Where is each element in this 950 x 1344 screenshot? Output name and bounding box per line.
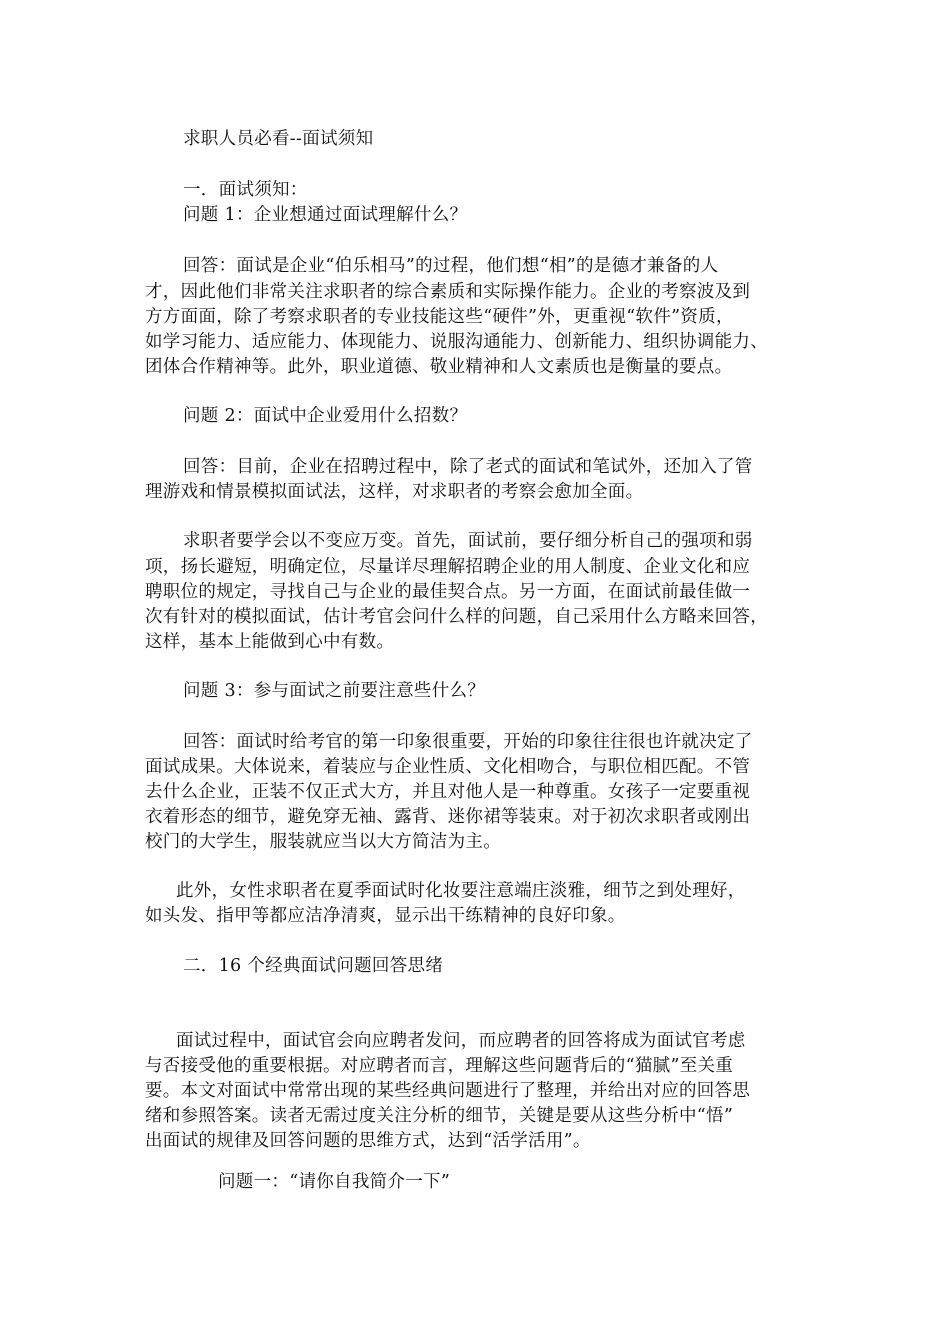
paragraph-2b-line-5: 这样，基本上能做到心中有数。 [145, 632, 395, 652]
paragraph-2b-line-2: 项，扬长避短，明确定位，尽量详尽理解招聘企业的用人制度、企业文化和应 [145, 557, 751, 577]
answer-1-line-5: 团体合作精神等。此外，职业道德、敬业精神和人文素质也是衡量的要点。 [145, 357, 733, 377]
paragraph-2b-line-3: 聘职位的规定，寻找自己与企业的最佳契合点。另一方面，在面试前最佳做一 [145, 582, 751, 602]
answer-3-line-1: 回答：面试时给考官的第一印象很重要，开始的印象往往很也许就决定了 [183, 732, 753, 752]
answer-1-line-2: 才，因此他们非常关注求职者的综合素质和实际操作能力。企业的考察波及到 [145, 282, 751, 302]
section-heading-1: 一．面试须知： [183, 180, 308, 200]
answer-3-line-3: 去什么企业，正装不仅正式大方，并且对他人是一种尊重。女孩子一定要重视 [145, 782, 751, 802]
section-heading-2: 二．16 个经典面试问题回答思绪 [183, 956, 444, 976]
answer-3-line-2: 面试成果。大体说来，着装应与企业性质、文化相吻合，与职位相匹配。不管 [145, 757, 751, 777]
question-2: 问题 2：面试中企业爱用什么招数？ [183, 406, 468, 426]
question-one-heading: 问题一：“请你自我简介一下” [218, 1172, 451, 1192]
intro-line-2: 与否接受他的重要根据。对应聘者而言，理解这些问题背后的“猫腻”至关重 [145, 1056, 734, 1076]
question-1: 问题 1：企业想通过面试理解什么？ [183, 205, 468, 225]
paragraph-3b-line-1: 此外，女性求职者在夏季面试时化妆要注意端庄淡雅，细节之到处理好， [176, 881, 746, 901]
answer-2-line-1: 回答：目前，企业在招聘过程中，除了老式的面试和笔试外，还加入了管 [183, 457, 753, 477]
intro-line-1: 面试过程中，面试官会向应聘者发问，而应聘者的回答将成为面试官考虑 [176, 1031, 746, 1051]
answer-3-line-5: 校门的大学生，服装就应当以大方简洁为主。 [145, 832, 501, 852]
answer-2-line-2: 理游戏和情景模拟面试法，这样，对求职者的考察会愈加全面。 [145, 482, 644, 502]
answer-1-line-3: 方方面面，除了考察求职者的专业技能这些“硬件”外，更重视“软件”资质， [145, 307, 734, 327]
document-title: 求职人员必看--面试须知 [183, 129, 374, 149]
intro-line-3: 要。本文对面试中常常出现的某些经典问题进行了整理，并给出对应的回答思 [145, 1081, 751, 1101]
paragraph-3b-line-2: 如头发、指甲等都应洁净清爽，显示出干练精神的良好印象。 [145, 906, 626, 926]
intro-line-4: 绪和参照答案。读者无需过度关注分析的细节，关键是要从这些分析中“悟” [145, 1106, 734, 1126]
question-3: 问题 3：参与面试之前要注意些什么？ [183, 681, 486, 701]
answer-3-line-4: 衣着形态的细节，避免穿无袖、露背、迷你裙等装束。对于初次求职者或刚出 [145, 807, 751, 827]
answer-1-line-4: 如学习能力、适应能力、体现能力、说服沟通能力、创新能力、组织协调能力、 [145, 332, 768, 352]
intro-line-5: 出面试的规律及回答问题的思维方式，达到“活学活用”。 [145, 1131, 591, 1151]
paragraph-2b-line-1: 求职者要学会以不变应万变。首先，面试前，要仔细分析自己的强项和弱 [183, 531, 753, 551]
answer-1-line-1: 回答：面试是企业“伯乐相马”的过程，他们想“相”的是德才兼备的人 [183, 256, 719, 276]
paragraph-2b-line-4: 次有针对的模拟面试，估计考官会问什么样的问题，自己采用什么方略来回答， [145, 607, 768, 627]
